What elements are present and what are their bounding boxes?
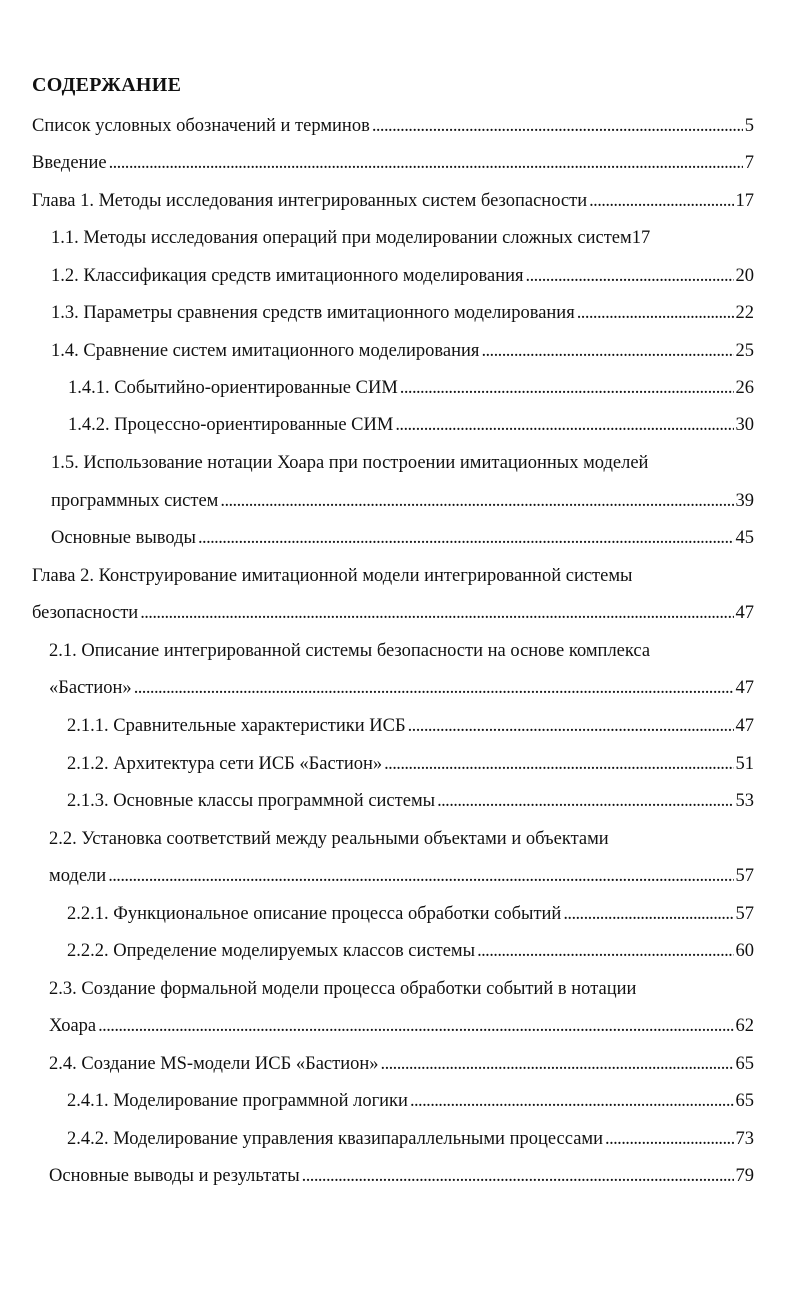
toc-entry-text-line1: Глава 2. Конструирование имитационной модели интегрированной системы <box>32 566 633 586</box>
toc-entry <box>67 939 754 963</box>
toc-entry <box>51 526 754 550</box>
toc-entry-text: «Бастион» <box>49 678 132 698</box>
toc-entry-page: 45 <box>735 528 754 548</box>
dot-leader <box>372 114 743 138</box>
toc-entry <box>49 1052 754 1076</box>
toc-entry-text: 1.4.2. Процессно-ориентированные СИМ <box>68 415 394 435</box>
dot-leader <box>410 1089 734 1113</box>
toc-entry-text: 1.4. Сравнение систем имитационного моделирования <box>51 341 480 361</box>
dot-leader <box>109 151 743 175</box>
toc-entry-text: 1.3. Параметры сравнения средств имитационного моделирования <box>51 303 575 323</box>
dot-leader <box>384 752 733 776</box>
toc-entry-page: 30 <box>735 415 754 435</box>
toc-entry-page: 47 <box>735 716 754 736</box>
toc-entry-text: 2.1.1. Сравнительные характеристики ИСБ <box>67 716 406 736</box>
toc-entry-page: 39 <box>735 491 754 511</box>
toc-entry-page: 51 <box>735 754 754 774</box>
toc-entry-text: Список условных обозначений и терминов <box>32 116 370 136</box>
dot-leader <box>408 714 734 738</box>
dot-leader <box>437 789 733 813</box>
toc-entry-page: 60 <box>735 941 754 961</box>
toc-entry <box>51 301 754 325</box>
dot-leader <box>198 526 734 550</box>
toc-entry-page: 5 <box>744 116 754 136</box>
toc-entry-page: 20 <box>735 266 754 286</box>
toc-entry-page: 47 <box>735 678 754 698</box>
toc-entry-text: 2.4.1. Моделирование программной логики <box>67 1091 408 1111</box>
toc-entry <box>67 1127 754 1151</box>
toc-entry-text: 1.1. Методы исследования операций при моделировании сложных систем <box>51 228 632 248</box>
dot-leader <box>589 189 733 213</box>
toc-entry-page: 79 <box>735 1166 754 1186</box>
toc-entry-page: 7 <box>744 153 754 173</box>
dot-leader <box>605 1127 733 1151</box>
toc-entry-text-line1: 1.5. Использование нотации Хоара при построении имитационных моделей <box>51 453 649 473</box>
toc-entry <box>51 489 754 513</box>
toc-entry-text: Глава 1. Методы исследования интегрированных систем безопасности <box>32 191 588 211</box>
toc-entry <box>49 676 754 700</box>
dot-leader <box>140 601 733 625</box>
toc-entry <box>32 189 754 213</box>
toc-entry-text: 1.4.1. Событийно-ориентированные СИМ <box>68 378 398 398</box>
dot-leader <box>108 864 733 888</box>
toc-entry-text: программных систем <box>51 491 219 511</box>
toc-entry <box>32 114 754 138</box>
toc-entry-text: Основные выводы и результаты <box>49 1166 300 1186</box>
dot-leader <box>395 413 733 437</box>
toc-entry-page: 53 <box>735 791 754 811</box>
toc-entry-page: 25 <box>735 341 754 361</box>
toc-entry-page: 26 <box>735 378 754 398</box>
toc-entry <box>67 752 754 776</box>
dot-leader <box>526 264 734 288</box>
dot-leader <box>400 376 734 400</box>
toc-entry-text-line1: 2.2. Установка соответствий между реальными объектами и объектами <box>49 829 609 849</box>
toc-entry <box>67 902 754 926</box>
toc-entry <box>49 864 754 888</box>
toc-entry-text: Хоара <box>49 1016 97 1036</box>
dot-leader <box>302 1164 734 1188</box>
toc-entry-text: безопасности <box>32 603 139 623</box>
toc-entry <box>67 714 754 738</box>
toc-entry-text: 2.2.1. Функциональное описание процесса обработки событий <box>67 904 562 924</box>
toc-entry-page: 17 <box>631 228 651 248</box>
toc-entry <box>32 151 754 175</box>
toc-title: СОДЕРЖАНИЕ <box>32 74 182 96</box>
toc-entry-text: 2.1.2. Архитектура сети ИСБ «Бастион» <box>67 754 383 774</box>
toc-entry-text: Основные выводы <box>51 528 196 548</box>
toc-entry-text: 1.2. Классификация средств имитационного моделирования <box>51 266 524 286</box>
toc-entry <box>32 601 754 625</box>
toc-entry <box>51 226 754 250</box>
dot-leader <box>577 301 734 325</box>
toc-entry <box>67 1089 754 1113</box>
toc-entry-text: Введение <box>32 153 107 173</box>
toc-entry <box>67 789 754 813</box>
toc-entry-text: 2.2.2. Определение моделируемых классов системы <box>67 941 476 961</box>
toc-entry <box>68 413 754 437</box>
toc-entry <box>68 376 754 400</box>
toc-entry-page: 22 <box>735 303 754 323</box>
toc-entry-page: 65 <box>735 1054 754 1074</box>
toc-entry-page: 17 <box>735 191 754 211</box>
dot-leader <box>98 1014 733 1038</box>
toc-entry-page: 65 <box>735 1091 754 1111</box>
toc-entry <box>49 1164 754 1188</box>
toc-entry-text: 2.4. Создание MS-модели ИСБ «Бастион» <box>49 1054 379 1074</box>
toc-entry-text-line1: 2.1. Описание интегрированной системы безопасности на основе комплекса <box>49 641 651 661</box>
toc-entry-page: 57 <box>735 904 754 924</box>
dot-leader <box>220 489 733 513</box>
toc-entry-text: модели <box>49 866 107 886</box>
toc-entry-page: 57 <box>735 866 754 886</box>
toc-entry-page: 73 <box>735 1129 754 1149</box>
toc-entry-text: 2.4.2. Моделирование управления квазипараллельными процессами <box>67 1129 604 1149</box>
toc-entry <box>51 264 754 288</box>
dot-leader <box>477 939 733 963</box>
dot-leader <box>381 1052 734 1076</box>
toc-entry-text: 2.1.3. Основные классы программной системы <box>67 791 436 811</box>
toc-entry <box>49 1014 754 1038</box>
toc-entry <box>51 339 754 363</box>
dot-leader <box>481 339 733 363</box>
dot-leader <box>134 676 734 700</box>
dot-leader <box>563 902 733 926</box>
toc-entry-page: 47 <box>735 603 754 623</box>
toc-entry-text-line1: 2.3. Создание формальной модели процесса обработки событий в нотации <box>49 979 637 999</box>
toc-entry-page: 62 <box>735 1016 754 1036</box>
